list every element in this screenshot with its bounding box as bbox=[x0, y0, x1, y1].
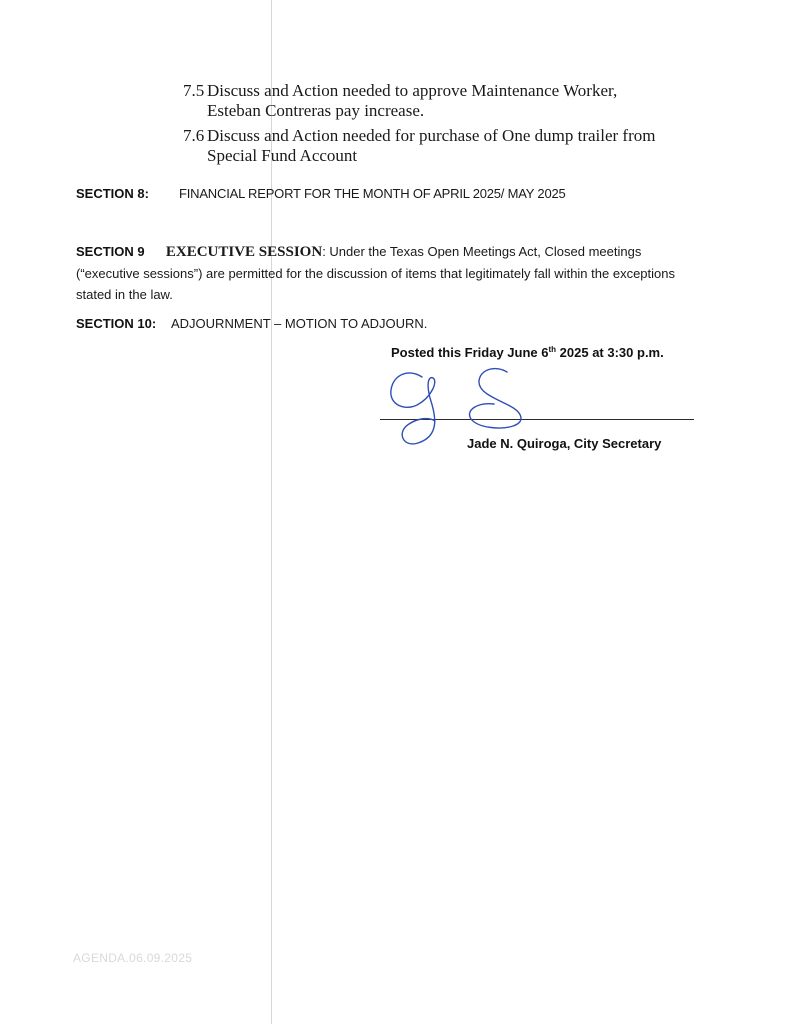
posting-ordinal: th bbox=[548, 345, 557, 354]
section-9-title: EXECUTIVE SESSION bbox=[165, 244, 323, 260]
signer-name: Jade N. Quiroga, City Secretary bbox=[467, 436, 662, 451]
section-10-label: SECTION 10: bbox=[76, 316, 157, 331]
section-10-text: ADJOURNMENT – MOTION TO ADJOURN. bbox=[171, 316, 428, 331]
section-8-text: FINANCIAL REPORT FOR THE MONTH OF APRIL 2025/ MAY 2025 bbox=[179, 186, 566, 201]
section-9-label: SECTION 9 bbox=[76, 244, 145, 259]
agenda-item-number: 7.6 bbox=[183, 126, 205, 145]
agenda-item-line-1: Discuss and Action needed for purchase of One dump trailer from bbox=[207, 126, 656, 145]
document-footer-code: AGENDA.06.09.2025 bbox=[73, 951, 193, 965]
agenda-item-line-2: Special Fund Account bbox=[207, 146, 358, 165]
section-9-text: : Under the Texas Open Meetings Act, Closed meetings (“executive sessions”) are permitted for the discussion of items that legitimately fall within the exceptions stated in the law. bbox=[76, 244, 675, 302]
agenda-item-line-1: Discuss and Action needed to approve Maintenance Worker, bbox=[207, 81, 618, 100]
agenda-item-line-2: Esteban Contreras pay increase. bbox=[207, 101, 425, 120]
agenda-item-number: 7.5 bbox=[183, 81, 205, 100]
section-9 bbox=[76, 241, 686, 305]
posting-prefix: Posted this Friday June 6 bbox=[391, 345, 549, 360]
section-8 bbox=[76, 186, 696, 204]
section-8-label: SECTION 8: bbox=[76, 186, 149, 201]
posting-suffix: 2025 at 3:30 p.m. bbox=[556, 345, 664, 360]
section-10 bbox=[76, 316, 596, 334]
posting-statement bbox=[391, 345, 711, 360]
